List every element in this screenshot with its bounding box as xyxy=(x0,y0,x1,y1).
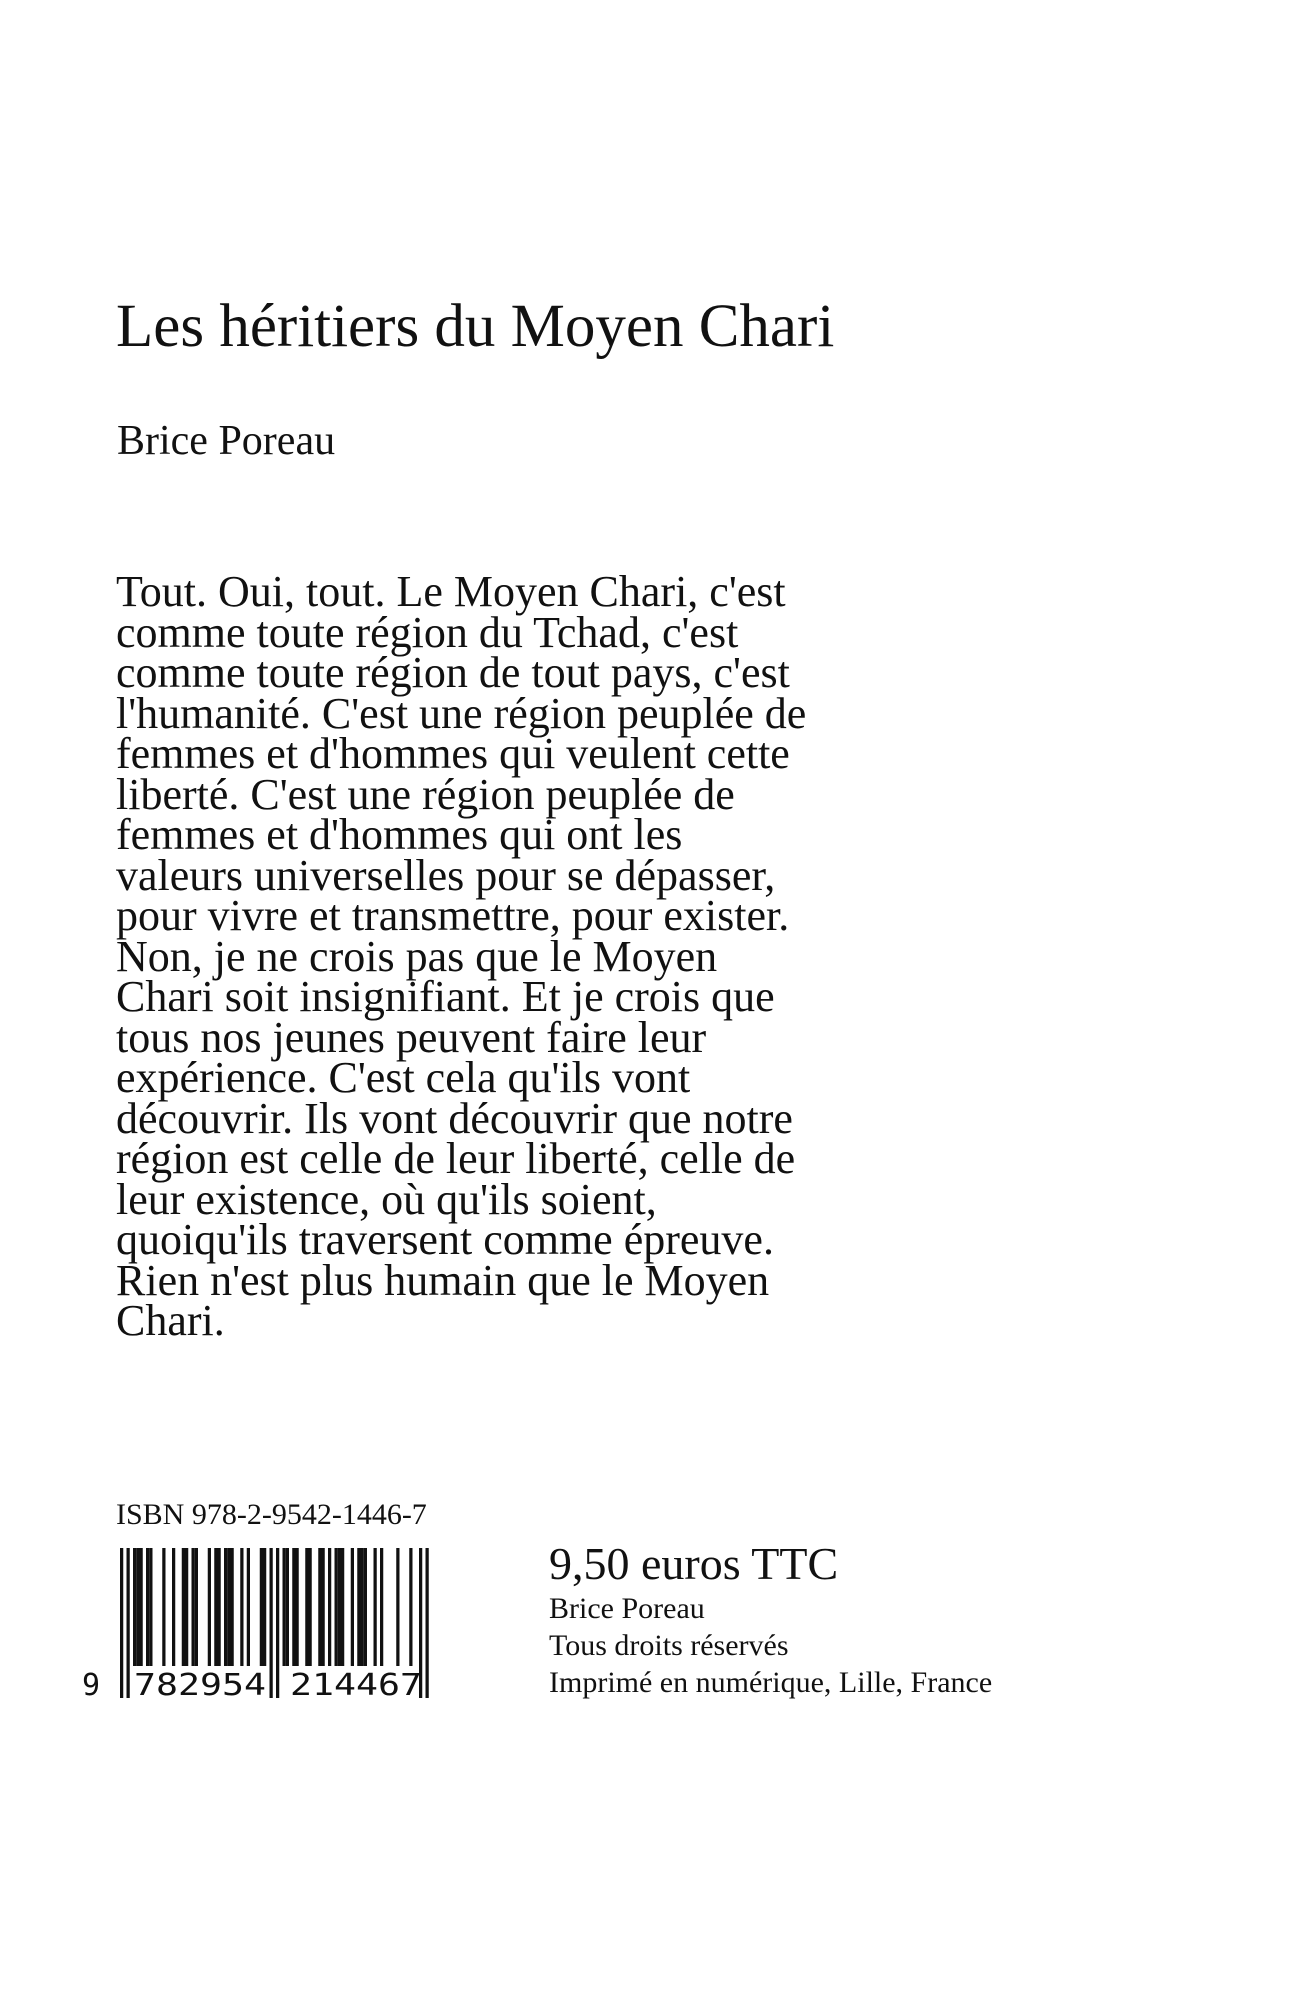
price: 9,50 euros TTC xyxy=(549,1538,839,1589)
blurb-line: leur existence, où qu'ils soient, xyxy=(116,1174,657,1224)
barcode-bar xyxy=(283,1548,286,1666)
blurb-line: femmes et d'hommes qui veulent cette xyxy=(116,729,790,778)
back-cover-blurb xyxy=(116,567,996,1345)
barcode-bar xyxy=(231,1548,234,1666)
barcode-bar xyxy=(276,1548,279,1698)
barcode-bar xyxy=(247,1548,250,1666)
barcode-bar xyxy=(380,1548,383,1666)
blurb-line: pour vivre et transmettre, pour exister. xyxy=(116,891,790,940)
colophon-author: Brice Poreau xyxy=(549,1592,705,1625)
barcode-bar xyxy=(208,1548,211,1666)
barcode-bar xyxy=(260,1548,263,1666)
barcode-bar xyxy=(351,1548,354,1666)
barcode-bar xyxy=(426,1548,429,1698)
blurb-line: comme toute région du Tchad, c'est xyxy=(116,607,739,657)
barcode-bar xyxy=(341,1548,344,1666)
barcode-bar xyxy=(133,1548,136,1666)
blurb-line: tous nos jeunes peuvent faire leur xyxy=(116,1012,707,1062)
barcode-bar xyxy=(270,1548,273,1698)
barcode-bar xyxy=(309,1548,312,1666)
blurb-line: Chari soit insignifiant. Et je crois que xyxy=(116,972,775,1021)
blurb-line: valeurs universelles pour se dépasser, xyxy=(116,850,776,900)
barcode-bar xyxy=(140,1548,143,1666)
barcode-bar xyxy=(172,1548,175,1666)
barcode-bar xyxy=(136,1548,139,1666)
blurb-line: l'humanité. C'est une région peuplée de xyxy=(116,688,807,738)
barcode-bar xyxy=(263,1548,266,1666)
barcode-bar xyxy=(328,1548,331,1666)
barcode xyxy=(76,1540,486,1700)
barcode-bar xyxy=(146,1548,149,1666)
barcode-bar xyxy=(409,1548,412,1666)
barcode-bar xyxy=(182,1548,185,1666)
blurb-line: comme toute région de tout pays, c'est xyxy=(116,648,790,697)
blurb-line: Chari. xyxy=(116,1296,225,1345)
blurb-line: femmes et d'hommes qui ont les xyxy=(116,810,683,859)
isbn-label: ISBN 978-2-9542-1446-7 xyxy=(116,1498,427,1531)
barcode-bar xyxy=(364,1548,367,1666)
barcode-bar xyxy=(357,1548,360,1666)
barcode-bar xyxy=(162,1548,165,1666)
blurb-line: expérience. C'est cela qu'ils vont xyxy=(116,1053,691,1102)
barcode-bar xyxy=(318,1548,321,1666)
barcode-bar xyxy=(396,1548,399,1666)
barcode-right-digits: 214467 xyxy=(290,1668,422,1700)
barcode-graphic xyxy=(76,1540,486,1700)
barcode-bar xyxy=(374,1548,377,1666)
barcode-bar xyxy=(149,1548,152,1666)
colophon xyxy=(549,1538,992,1701)
book-title: Les héritiers du Moyen Chari xyxy=(116,293,835,360)
barcode-bar xyxy=(322,1548,325,1666)
barcode-bar xyxy=(185,1548,188,1666)
blurb-line: liberté. C'est une région peuplée de xyxy=(116,769,735,819)
barcode-bar xyxy=(214,1548,217,1666)
blurb-line: Tout. Oui, tout. Le Moyen Chari, c'est xyxy=(116,567,786,616)
printing-info: Imprimé en numérique, Lille, France xyxy=(549,1666,993,1699)
barcode-first-digit: 9 xyxy=(82,1668,101,1700)
barcode-bar xyxy=(240,1548,243,1666)
barcode-bar xyxy=(195,1548,198,1666)
blurb-line: région est celle de leur liberté, celle de xyxy=(116,1134,796,1183)
barcode-bar xyxy=(286,1548,289,1666)
blurb-line: découvrir. Ils vont découvrir que notre xyxy=(116,1093,793,1143)
barcode-bar xyxy=(127,1548,130,1698)
barcode-bar xyxy=(192,1548,195,1666)
blurb-line: Rien n'est plus humain que le Moyen xyxy=(116,1255,770,1305)
barcode-bar xyxy=(338,1548,341,1666)
blurb-line: quoiqu'ils traversent comme épreuve. xyxy=(116,1215,774,1264)
barcode-bar xyxy=(224,1548,227,1666)
rights-notice: Tous droits réservés xyxy=(549,1629,789,1662)
barcode-bar xyxy=(335,1548,338,1666)
barcode-bar xyxy=(296,1548,299,1666)
barcode-bar xyxy=(305,1548,308,1666)
barcode-bar xyxy=(227,1548,230,1666)
barcode-bar xyxy=(120,1548,123,1698)
author-name: Brice Poreau xyxy=(117,418,336,464)
barcode-bar xyxy=(218,1548,221,1666)
barcode-left-digits: 782954 xyxy=(134,1668,266,1700)
blurb-line: Non, je ne crois pas que le Moyen xyxy=(116,931,718,981)
barcode-bar xyxy=(361,1548,364,1666)
barcode-digits xyxy=(82,1668,422,1700)
barcode-bar xyxy=(292,1548,295,1666)
